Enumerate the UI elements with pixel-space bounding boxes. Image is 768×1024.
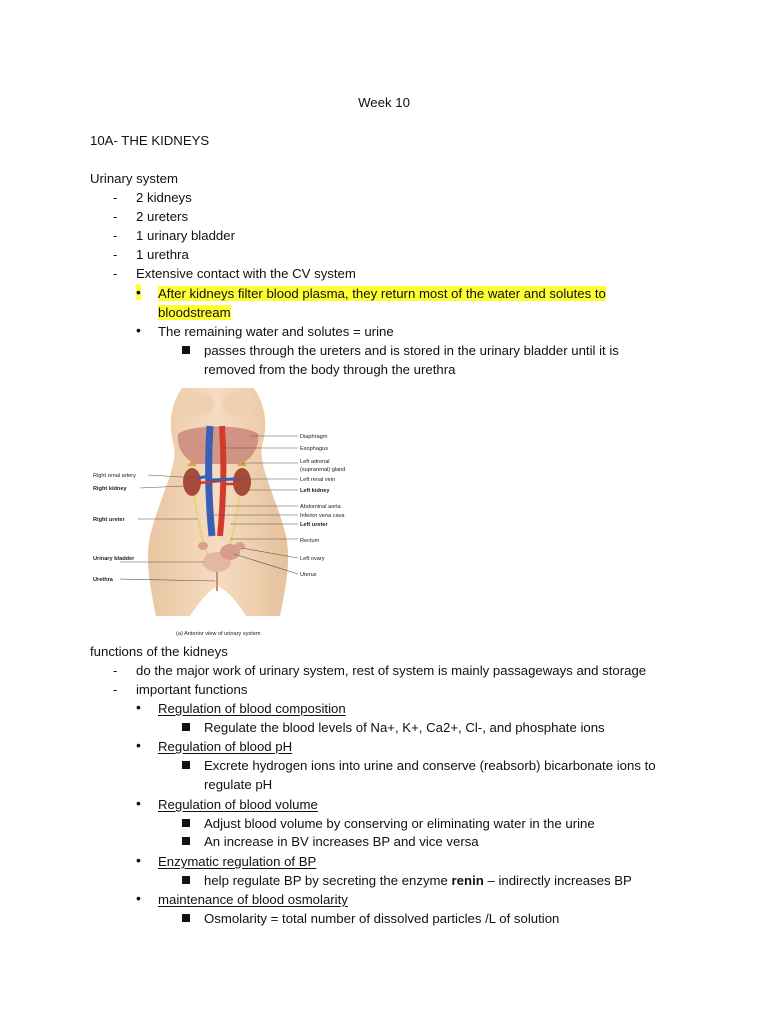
function-title: Regulation of blood composition [158, 701, 346, 716]
square-bullet [182, 723, 190, 731]
list-item: passes through the ureters and is stored in the urinary bladder until it is [204, 343, 619, 358]
figure-label: Uterus [300, 572, 317, 578]
dash-marker: - [113, 190, 118, 205]
figure-label: Right ureter [93, 517, 125, 523]
figure-label: Inferior vena cava [300, 513, 345, 519]
bullet-marker: • [136, 284, 141, 300]
figure-label: Left kidney [300, 488, 330, 494]
text-run: – indirectly increases BP [483, 873, 632, 888]
list-item: 2 ureters [136, 209, 189, 224]
function-title: maintenance of blood osmolarity [158, 892, 348, 907]
figure-label: (suprarenal) gland [300, 467, 346, 473]
list-item: Osmolarity = total number of dissolved particles /L of solution [204, 911, 560, 926]
figure-label: Esophagus [300, 446, 328, 452]
list-item: 1 urethra [136, 247, 189, 262]
figure-caption: (a) Anterior view of urinary system [176, 631, 261, 637]
function-title: Regulation of blood pH [158, 739, 293, 754]
highlighted-text: bloodstream [158, 305, 231, 320]
list-item: 2 kidneys [136, 190, 192, 205]
dash-marker: - [113, 663, 118, 678]
square-bullet [182, 914, 190, 922]
anatomy-illustration [90, 386, 364, 640]
functions-heading: functions of the kidneys [90, 644, 228, 659]
list-item: removed from the body through the urethra [204, 362, 456, 377]
renin-term: renin [451, 873, 484, 888]
dash-marker: - [113, 209, 118, 224]
function-title: Enzymatic regulation of BP [158, 854, 317, 869]
bullet-marker: • [136, 737, 141, 753]
list-item: Regulate the blood levels of Na+, K+, Ca2+, Cl-, and phosphate ions [204, 720, 605, 735]
figure-label: Urethra [93, 577, 113, 583]
urinary-heading: Urinary system [90, 171, 178, 186]
dash-marker: - [113, 266, 118, 281]
figure-label: Abdominal aorta [300, 504, 341, 510]
figure-label: Right kidney [93, 486, 127, 492]
text-run: help regulate BP by secreting the enzyme [204, 873, 452, 888]
square-bullet [182, 346, 190, 354]
list-item: 1 urinary bladder [136, 228, 235, 243]
list-item: important functions [136, 682, 248, 697]
urinary-system-figure [90, 386, 364, 640]
figure-label: Diaphragm [300, 434, 328, 440]
bullet-marker: • [136, 890, 141, 906]
bullet-marker: • [136, 699, 141, 715]
figure-label: Urinary bladder [93, 556, 135, 562]
bullet-marker: • [136, 322, 141, 338]
highlighted-text: After kidneys filter blood plasma, they return most of the water and solutes to [158, 286, 606, 301]
section-heading: 10A- THE KIDNEYS [90, 133, 210, 148]
square-bullet [182, 819, 190, 827]
dash-marker: - [113, 228, 118, 243]
figure-label: Left ureter [300, 522, 328, 528]
figure-label: Rectum [300, 538, 320, 544]
figure-label: Left adrenal [300, 459, 330, 465]
list-item: regulate pH [204, 777, 273, 792]
figure-label: Left ovary [300, 556, 325, 562]
dash-marker: - [113, 682, 118, 697]
square-bullet [182, 837, 190, 845]
dash-marker: - [113, 247, 118, 262]
list-item: do the major work of urinary system, rest of system is mainly passageways and storage [136, 663, 647, 678]
bullet-marker: • [136, 795, 141, 811]
bullet-marker: • [136, 852, 141, 868]
square-bullet [182, 876, 190, 884]
figure-label: Left renal vein [300, 477, 336, 483]
square-bullet [182, 761, 190, 769]
list-item: The remaining water and solutes = urine [158, 324, 394, 339]
week-title: Week 10 [358, 95, 410, 110]
list-item: An increase in BV increases BP and vice versa [204, 834, 479, 849]
list-item: Excrete hydrogen ions into urine and conserve (reabsorb) bicarbonate ions to [204, 758, 656, 773]
list-item: Adjust blood volume by conserving or eliminating water in the urine [204, 816, 595, 831]
function-title: Regulation of blood volume [158, 797, 318, 812]
list-item: Extensive contact with the CV system [136, 266, 356, 281]
figure-label: Right renal artery [93, 473, 136, 479]
list-item [204, 871, 632, 890]
